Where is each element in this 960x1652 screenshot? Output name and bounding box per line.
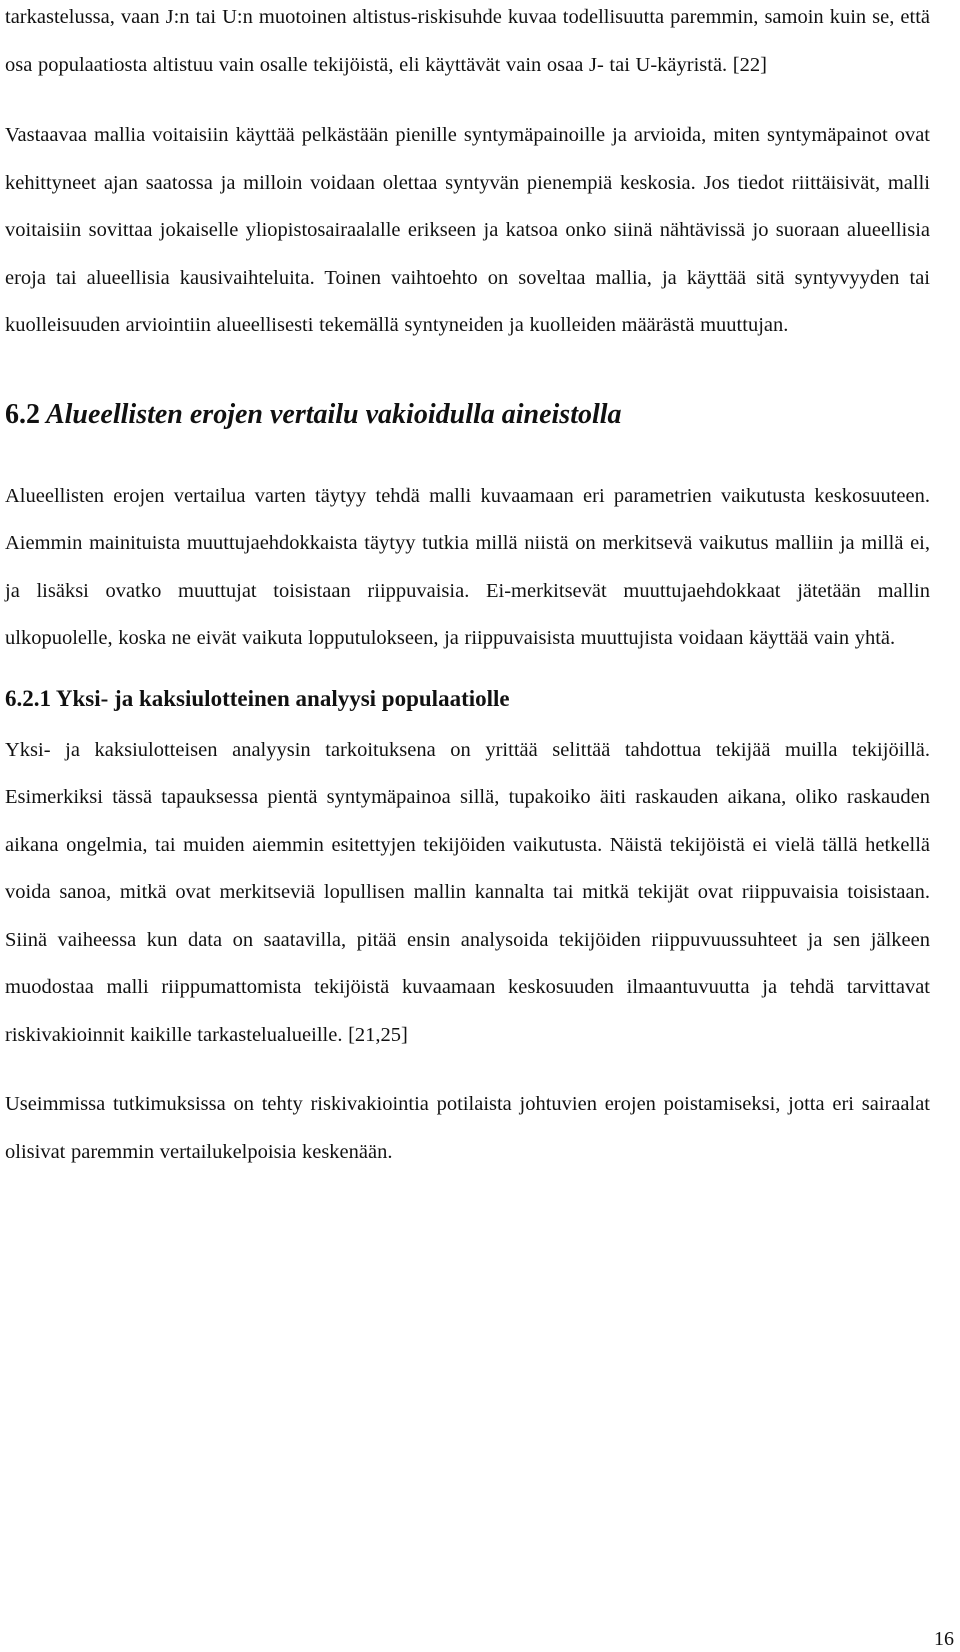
section-title: Alueellisten erojen vertailu vakioidulla aineistolla (45, 398, 622, 430)
paragraph-regional-comparison: Alueellisten erojen vertailua varten täytyy tehdä malli kuvaamaan eri parametrien vaikutusta keskosuuteen. Aiemmin mainituista muuttujaehdokkaista täytyy tutkia millä niistä on merkitsevä vaikutus malliin ja millä ei, ja lisäksi ovatko muuttujat toisistaan riippuvaisia. Ei-merkitsevät muuttujaehdokkaat jätetään mallin ulkopuolelle, koska ne eivät vaikuta lopputulokseen, ja riippuvaisista muuttujista voidaan käyttää vain yhtä. (5, 484, 930, 649)
paragraph-risk-standardization: Useimmissa tutkimuksissa on tehty riskivakiointia potilaista johtuvien erojen poistamiseksi, jotta eri sairaalat olisivat paremmin vertailukelpoisia keskenään. (5, 1093, 930, 1163)
page-number: 16 (934, 1628, 954, 1650)
paragraph-birth-weight-model: Vastaavaa mallia voitaisiin käyttää pelkästään pienille syntymäpainoille ja arvioida, miten syntymäpainot ovat kehittyneet ajan saatossa ja milloin voidaan olettaa syntyvän pienempiä keskosia. Jos tiedot riittäisivät, malli voitaisiin sovittaa jokaiselle yliopistosairaalalle erikseen ja katsoa onko siinä nähtävissä jo suoraan alueellisia eroja tai alueellisia kausivaihteluita. Toinen vaihtoehto on soveltaa mallia, ja käyttää sitä syntyvyyden tai kuolleisuuden arviointiin alueellisesti tekemällä syntyneiden ja kuolleiden määrästä muuttujan. (5, 124, 930, 336)
subsection-number: 6.2.1 (5, 685, 51, 711)
paragraph-risk-relationship: tarkastelussa, vaan J:n tai U:n muotoinen altistus-riskisuhde kuvaa todellisuutta paremmin, samoin kuin se, että osa populaatiosta altistuu vain osalle tekijöistä, eli käyttävät vain osaa J- tai U-käyristä. [22] (5, 6, 930, 76)
section-number: 6.2 (5, 398, 40, 430)
subsection-title: Yksi- ja kaksiulotteinen analyysi populaatiolle (55, 685, 510, 711)
paragraph-analysis-purpose: Yksi- ja kaksiulotteisen analyysin tarkoituksena on yrittää selittää tahdottua tekijää muilla tekijöillä. Esimerkiksi tässä tapauksessa pientä syntymäpainoa sillä, tupakoiko äiti raskauden aikana, oliko raskauden aikana ongelmia, tai muiden aiemmin esitettyjen tekijöiden vaikutusta. Näistä tekijöistä ei vielä tällä hetkellä voida sanoa, mitkä ovat merkitseviä lopullisen mallin kannalta tai mitkä tekijät ovat riippuvaisia toisistaan. Siinä vaiheessa kun data on saatavilla, pitää ensin analysoida tekijöiden riippuvuussuhteet ja sen jälkeen muodostaa malli riippumattomista tekijöistä kuvaamaan keskosuuden ilmaantuvuutta ja tehdä tarvittavat riskivakioinnit kaikille tarkastelualueille. [21,25] (5, 738, 930, 1046)
subsection-heading (5, 679, 930, 719)
section-heading (5, 395, 930, 435)
document-page (5, 0, 930, 1176)
